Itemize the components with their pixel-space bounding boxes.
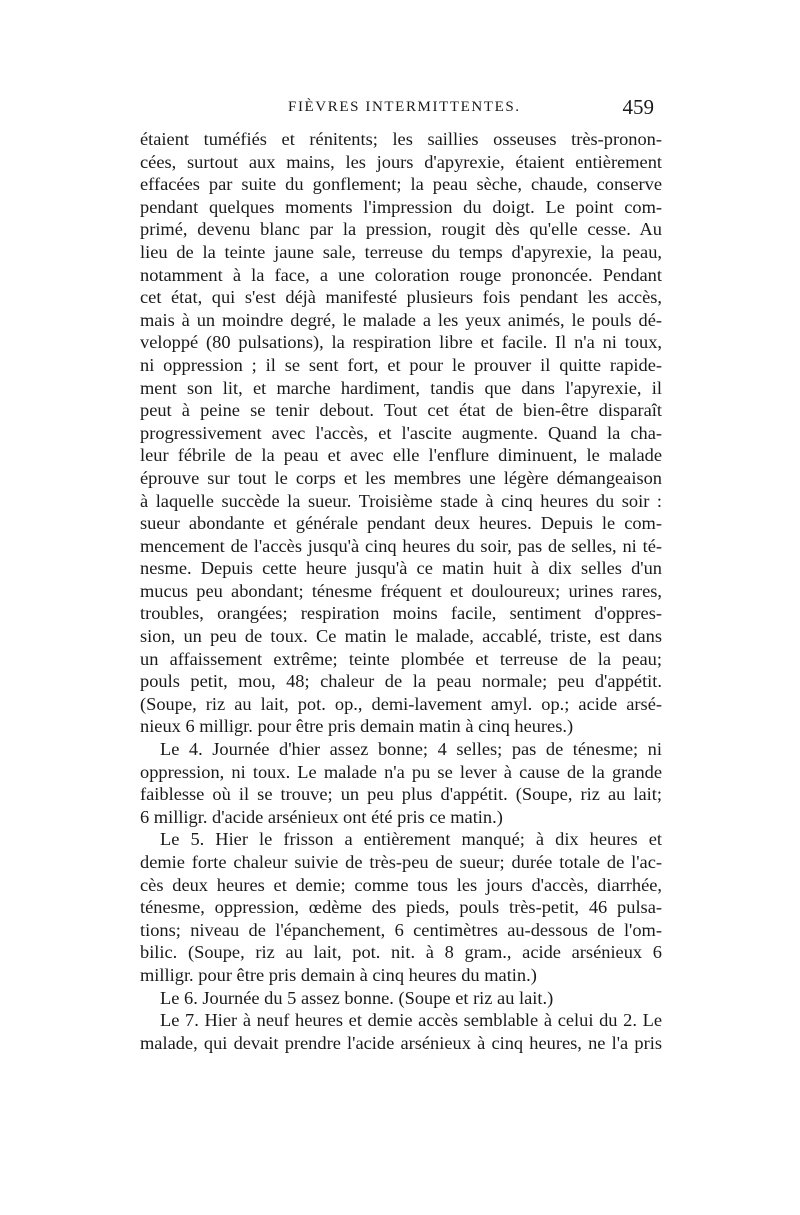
running-title: FIÈVRES INTERMITTENTES. (288, 99, 521, 115)
text-line: mencement de l'accès jusqu'à cinq heures du soir, pas de selles, ni té- (140, 535, 662, 556)
text-line: milligr. pour être pris demain à cinq heures du matin.) (140, 964, 537, 985)
text-line: 6 milligr. d'acide arsénieux ont été pris ce matin.) (140, 806, 503, 827)
body-text (140, 128, 662, 1054)
text-line: ni oppression ; il se sent fort, et pour le prouver il quitte rapide- (140, 354, 662, 375)
page-number: 459 (622, 95, 654, 119)
text-line: primé, devenu blanc par la pression, rougit dès qu'elle cesse. Au (140, 219, 662, 240)
text-line: à laquelle succède la sueur. Troisième stade à cinq heures du soir : (140, 490, 662, 511)
text-line: veloppé (80 pulsations), la respiration libre et facile. Il n'a ni toux, (140, 332, 662, 353)
text-line: cées, surtout aux mains, les jours d'apyrexie, étaient entièrement (140, 151, 662, 172)
text-line: demie forte chaleur suivie de très-peu de sueur; durée totale de l'ac- (140, 852, 662, 872)
text-line: sion, un peu de toux. Ce matin le malade, accablé, triste, est dans (140, 626, 662, 647)
text-line: bilic. (Soupe, riz au lait, pot. nit. à 8 gram., acide arsénieux 6 (140, 942, 662, 963)
text-line: faiblesse où il se trouve; un peu plus d'appétit. (Soupe, riz au lait; (140, 784, 662, 805)
text-line: ténesme, oppression, œdème des pieds, pouls très-petit, 46 pulsa- (140, 897, 662, 918)
text-line: progressivement avec l'accès, et l'ascite augmente. Quand la cha- (140, 422, 662, 443)
text-line: mais à un moindre degré, le malade a les yeux animés, le pouls dé- (140, 309, 662, 330)
text-line: lieu de la teinte jaune sale, terreuse du temps d'apyrexie, la peau, (140, 241, 662, 262)
text-line: un affaissement extrême; teinte plombée et terreuse de la peau; (140, 648, 662, 669)
text-line: notamment à la face, a une coloration rouge prononcée. Pendant (140, 264, 662, 285)
text-line: peut à peine se tenir debout. Tout cet état de bien-être disparaît (140, 400, 662, 421)
text-line: troubles, orangées; respiration moins facile, sentiment d'oppres- (140, 603, 662, 624)
text-line: mucus peu abondant; ténesme fréquent et douloureux; urines rares, (140, 580, 662, 601)
text-line: effacées par suite du gonflement; la peau sèche, chaude, conserve (140, 174, 662, 195)
text-line: sueur abondante et générale pendant deux heures. Depuis le com- (140, 513, 662, 534)
text-line: tions; niveau de l'épanchement, 6 centimètres au-dessous de l'om- (140, 919, 662, 940)
page-header (140, 95, 662, 125)
text-line: Le 7. Hier à neuf heures et demie accès semblable à celui du 2. Le (160, 1010, 662, 1031)
text-line: (Soupe, riz au lait, pot. op., demi-lavement amyl. op.; acide arsé- (140, 693, 662, 714)
text-line: pendant quelques moments l'impression du doigt. Le point com- (140, 196, 662, 217)
text-line: Le 6. Journée du 5 assez bonne. (Soupe et riz au lait.) (160, 987, 554, 1008)
text-line: leur fébrile de la peau et avec elle l'enflure diminuent, le malade (140, 445, 662, 466)
text-line: malade, qui devait prendre l'acide arsénieux à cinq heures, ne l'a pris (140, 1032, 662, 1053)
text-line: Le 5. Hier le frisson a entièrement manqué; à dix heures et (160, 829, 662, 850)
text-line: cès deux heures et demie; comme tous les jours d'accès, diarrhée, (140, 874, 662, 895)
text-line: Le 4. Journée d'hier assez bonne; 4 selles; pas de ténesme; ni (160, 739, 662, 760)
text-line: nesme. Depuis cette heure jusqu'à ce matin huit à dix selles d'un (140, 558, 662, 579)
text-line: pouls petit, mou, 48; chaleur de la peau normale; peu d'appétit. (140, 671, 662, 692)
text-line: cet état, qui s'est déjà manifesté plusieurs fois pendant les accès, (140, 287, 662, 308)
text-line: étaient tuméfiés et rénitents; les saillies osseuses très-pronon- (140, 129, 662, 149)
text-line: ment son lit, et marche hardiment, tandis que dans l'apyrexie, il (140, 377, 662, 398)
text-line: oppression, ni toux. Le malade n'a pu se lever à cause de la grande (140, 761, 662, 782)
text-line: éprouve sur tout le corps et les membres une légère démangeaison (140, 467, 662, 488)
text-line: nieux 6 milligr. pour être pris demain matin à cinq heures.) (140, 716, 574, 737)
